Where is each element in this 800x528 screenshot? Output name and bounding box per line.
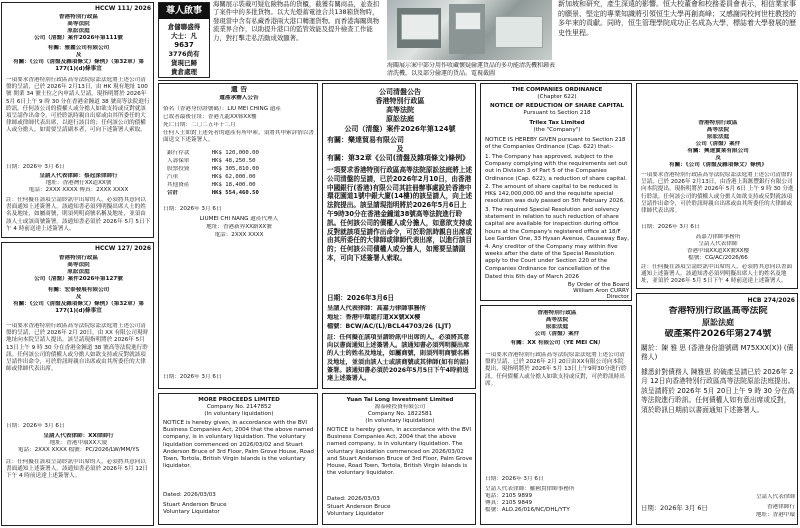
notice-dated: Dated: 2026/03/03 — [163, 492, 216, 498]
company-number: Company No. 2147852 — [206, 404, 272, 410]
page-divider — [158, 80, 798, 81]
probate-line: 電話：2XXX XXXX — [214, 232, 264, 238]
asset-total-row: 合計 HK$ 554,460.50 — [167, 190, 259, 196]
court-line: 原訟法庭 — [67, 269, 90, 275]
signature-line: 電話：2XXX XXXX 傳真：2XXX XXXX — [28, 187, 129, 193]
case-ref: HCCW 127/ 2026 — [94, 245, 151, 252]
signature-line: 呈請人代表律師：羅國貴律師事務所 — [485, 486, 575, 492]
notice-item: 2. The amount of share capital to be reduced is HK$ 142,000,000.00 and the requisite special resolution was duly passed on 5th February 2026. — [485, 184, 625, 205]
signature-line: 電話：2105 9899 — [485, 493, 533, 499]
asset-row: 銀行存款 HK$ 120,000.00 — [167, 150, 259, 156]
probate-footer: 日期：2026年 3月 6日 — [163, 374, 222, 380]
article-text-right: 新加坡和研究，產生深遠的影響。恒大校董會和校務委員會表示，相信業家事的願景、堅定的專業知識將引領恒生大學再創高峰；又感謝同校何世柱教授的多年來的貢獻。同時，恒生管理學院成功正名成為大學，標誌着大學發展的歷史性里程。 — [558, 0, 796, 37]
notice-middle-bottom — [480, 305, 632, 525]
title-line: 香港特別行政區高等法院 — [668, 306, 768, 316]
company-name-cn: 源泰隆投資有限公司 — [374, 404, 426, 410]
signature-line: 檔號：CG/AC/2026/66 — [688, 255, 748, 261]
signature-line: 高嘉力律師事務所 — [695, 234, 741, 240]
signer-title: Voluntary Liquidator — [163, 509, 220, 515]
liquidation-status: (In voluntary liquidation) — [365, 418, 435, 424]
header-line: 公司清盤公告 — [379, 88, 421, 96]
notice-date: 日期：2026年3月6日 — [327, 294, 395, 302]
asset-row: 汽車 HK$ 62,000.00 — [167, 174, 256, 180]
signature-line: 地址：香港灣仔XX道XX號 — [45, 180, 112, 186]
notice-dated: Dated this 6th day of March 2026 — [485, 274, 580, 280]
notice-item: 4. Any creditor of the Company may within five weeks after the date of the Special Resolution apply to the Court under Section 220 of the Companies Ordinance for cancellation of the — [485, 244, 618, 272]
notice-date: 日期：2026年 3月 6日 — [6, 164, 65, 170]
notice-ad-box — [158, 2, 210, 78]
notice-intro: NOTICE IS HEREBY GIVEN pursuant to Section 218 of the Companies Ordinance (Cap. 622) that:- — [485, 137, 626, 151]
notice-date: 日期：2026年 3月 6日 — [641, 504, 708, 512]
ad-title: 尊人啟事 — [165, 6, 202, 16]
notice-body: 據悉針對債務人 陳雅思 的破產呈請已於 2026年 2月 12日向香港特別行政區高等法院原訟法庭提出。該呈請將於 2026年 5月 20日上午 9 時 30 分在高等法院進行聆訊。任何債權人如有意出席或反對，須於聆訊日期前以書面通知下述簽署人。 — [641, 368, 795, 414]
asset-row: 其他資產 HK$ 18,400.00 — [167, 182, 256, 188]
probate-line: 任何人士如對上述死者的遺產有所申索，須將其申索詳情以書面送交下述簽署人。 — [163, 130, 315, 144]
asset-row: 人壽保單 HK$ 48,250.50 — [167, 158, 256, 164]
signature-line: 呈請人代表律師 — [755, 494, 795, 500]
liquidation-status: (In voluntary liquidation) — [204, 411, 274, 417]
court-line: 香港特別行政區 — [698, 120, 738, 126]
photo-caption: 海關展示案中部分用作收藏懷疑偷運貨品的多功能清洗機和鐘表清洗機，以及部分偷運的貨品。電視截圖 — [387, 62, 555, 77]
ad-line: 大士：凡 — [171, 32, 197, 40]
header-line: 高等法院 — [386, 106, 414, 114]
notice-date: 日期：2026年 3月 6日 — [6, 423, 65, 429]
notice-more-proceeds — [158, 393, 318, 525]
company-name: Yuan Tai Long Investment Limited — [346, 397, 454, 403]
notice-winding-up-124 — [322, 83, 476, 389]
case-number: 公司（清盤）案件2026年第124號 — [344, 125, 456, 133]
court-line: 原訟法庭 — [706, 134, 730, 140]
probate-title: 遺 告 — [230, 86, 248, 93]
court-line: 高等法院 — [706, 127, 730, 133]
matter-line: 及 — [75, 52, 82, 58]
notice-body: 一項要求香港特別行政區高等法院原訟法庭將上述公司清盤的呈請，已於 2026年 2月 20日，由 XX 有限公司現時地址向本院呈請人提出。該呈請現指明將於 2026年 5月 13日上午 9 時 30 分在香港金鐘道 38 號高等法院進行聆訊。任何該公司的債權人或分擔人如欲支持或反對就該項呈請作出命令，可於聆訊時親自出席或由其所委任的大律師或律師代表出席。 — [6, 323, 149, 373]
company-name: MORE PROCEEDS LIMITED — [198, 397, 280, 403]
probate-line: 俗名（香港身份證號碼）：LIU MEI CHING 遺產 — [163, 106, 281, 112]
signer-name: Stuart Anderson Bruce — [163, 502, 227, 508]
header-line: 香港特別行政區 — [375, 97, 425, 105]
court-line: 原訟法庭 — [67, 28, 90, 34]
notice-right-top — [636, 83, 798, 289]
notice-dated: Dated: 2026/03/03 — [327, 496, 380, 502]
probate-line: 地址：香港新界XX路XX號 — [206, 224, 272, 230]
signature-line: 傳真：2105 9849 — [485, 500, 533, 506]
signature-line: 地址：香港中環遮打道XX號XX樓 — [327, 314, 421, 321]
notice-body: 一項要求香港特別行政區高等法院原訟法庭將上述公司清盤的呈請，已於2026年2月10日，由香港中國銀行(香港)有限公司其註冊辦事處設於香港中環花園道1號中銀大廈(14樓)的該呈請人，向上述法院提出。該呈請現指明將於2026年5月6日上午9時30分在香港金鐘道38號高等法院進行聆訊。任何該公司的債權人或分擔人，如意欲支持或反對就該項呈請作出命令，可於聆訊時親自出席或由其所委任的大律師或律師代表出席，以進行該目的；任何該公司債權人或分擔人，如需要呈請副本，可向下述簽署人索取。 — [327, 166, 473, 262]
matter-line: 有關：宏泰發展有限公司 — [47, 287, 110, 293]
notice-date: 日期：2026年 3月 6日 — [641, 224, 700, 230]
signature-line: 香港中環XX道XX號XX樓 — [686, 248, 750, 254]
matter-line: 及 — [396, 145, 404, 153]
probate-subtitle: 遺產承辦人公告 — [219, 95, 259, 101]
matter-line: 有關：第32章《公司(清盤及雜項條文)條例》 — [327, 154, 470, 162]
notice-body: NOTICE is hereby given, in accordance with the BVI Business Companies Act, 2004 that the above named company, is in voluntary liquidation. The voluntary liquidation commenced on 2026/03/02 and Stuart Anderson Bruce of 3rd Floor, Palm Grove House, Road Town, Tortola, British Virgin Islands is the voluntary liquidator. — [163, 420, 314, 470]
case-ref: HCB 274/2026 — [747, 297, 795, 304]
signature-line: 電話：2XXX XXXX 檔號：PC/2026/LW/MM/YS — [17, 447, 140, 453]
court-line: 香港特別行政區 — [58, 14, 99, 20]
case-number: 公司（清盤）案件2026年第111號 — [34, 35, 123, 41]
notice-note: 註：任何擬在該項呈請聆訊中出席的人，必須將其意向以書面通知上述簽署人。該通知書必須列明擬出席人士的姓名及地址，如屬商號，則須列明商號名稱及地址，並須由該人士或該商號簽署。該通知書必須於 2026年 5月 5日下午 4 時前送達上述簽署人。 — [6, 197, 151, 232]
signer-name: William Aron CURRY — [573, 288, 629, 294]
header-line: 原訟法庭 — [386, 115, 414, 123]
matter-line: 有關：《公司（清盤及雜項條文）條例》（第32章）第177(1)(d)條事宜 — [13, 301, 144, 315]
case-ref: HCCW 111/ 2026 — [94, 5, 151, 12]
notice-hccw-127 — [1, 242, 154, 526]
ad-line: 貴倉處理 — [171, 68, 197, 76]
signer-title: Voluntary Liquidator — [327, 511, 384, 517]
signature-line: 呈請人代表律師：蔡冠深律師行 — [39, 173, 118, 179]
court-line: 高等法院 — [545, 317, 569, 323]
signature-line: 地址：香港中環 — [755, 512, 795, 518]
probate-line: 死亡日期：二〇二五年十二月 — [163, 122, 236, 128]
notice-note: 註：任何擬在該項呈請聆訊中出席的人，必須將其意向以書面通知上述簽署人。該通知書必須列明擬出席的人士的姓名及地址，如屬商號，則須列明商號名稱及地址，並須由該人士或該商號或其律師(如有的話)簽署。該通知書必須於2026年5月5日下午4時前送達上述簽署人。 — [327, 334, 470, 383]
notice-item: 3. The required Special Resolution and solvency statement in relation to such reduction of share capital are available for inspection during office hours at the Company's registered office at 18/F Lee Garden One, 33 Hysan Avenue, Causeway Bay, — [485, 207, 629, 242]
matter-line: 有關：《公司（清盤及雜項條文）條例》 — [669, 162, 767, 168]
matter-line: 及 — [715, 155, 721, 161]
ad-line: 3776尚有 — [168, 50, 200, 58]
notice-body: NOTICE is hereby given, in accordance with the BVI Business Companies Act, 2004 that the above named company, is in voluntary liquidation. The voluntary liquidation commenced on 2026/03/02 and Stuart Anderson Bruce of 3rd Floor, Palm Grove House, Road Town, Tortola, British Virgin Islands is the voluntary liquidator. — [327, 427, 473, 477]
ordinance-title: THE COMPANIES ORDINANCE — [511, 87, 603, 93]
notice-note: 註：任何擬在該項呈請聆訊中出席的人，必須將其意向以書面通知上述簽署人。該通知書必須列明擬出席人士的姓名及地址，並須於 2026年 5月 5日下午 4 時前送達上述簽署人。 — [641, 264, 793, 285]
signature-line: 呈請人代表律師：XX律師行 — [43, 433, 114, 439]
notice-note: 註：任何擬在該項呈請聆訊中出席的人，必須將其意向以書面通知上述簽署人。該通知書必須於 2026年 5月 12日下午 4 時前送達上述簽署人。 — [6, 459, 149, 480]
notice-probate — [158, 83, 318, 389]
signature-line: 呈請人代表律師：高嘉力律師事務所 — [327, 305, 426, 312]
matter-line: 有關：樂達貿易有限公司 — [327, 136, 404, 144]
notice-pursuant: Pursuant to Section 218 — [523, 110, 591, 116]
probate-line: 日期：2026年 3月 6日 — [163, 206, 222, 212]
signature-line: 檔號：BCW/AC/(L)/BCL44703/26 (LJT) — [327, 323, 452, 330]
ad-line: 倉儲聯盛得 — [167, 23, 201, 31]
notice-body: 一項要求香港特別行政區高等法院原訟法庭將上述公司清盤的呈請，已於 2026年 2月 20日由XX有限公司向本院提出，現指明將於 2026年 5月 13日上午9時30分進行聆訊。任何債權人或分擔人如欲支持或反對，可於聆訊時出席。 — [485, 352, 627, 387]
signature-line: 檔號：ALO.26/016/NC/DHL/YTY — [485, 507, 570, 513]
notice-body: 一項要求香港特別行政區高等法院原訟法庭將上述公司清盤的呈請，已於 2026年 2月13日，由香港上海滙豐銀行有限公司向本院提出，現指明將於 2026年 5月 6日 上午 9 時 30 分進行聆訊。任何該公司的債權人或分擔人如欲支持或反對就該項呈請作出命令，可於聆訊時親自出席或由其所委任的大律師或律師代表出席。 — [641, 172, 794, 215]
matter-line: 有關：XX 有限公司（YE MEI CN） — [510, 340, 604, 346]
court-line: 高等法院 — [67, 21, 90, 27]
court-line: 原訟法庭 — [545, 324, 569, 330]
matter-line: 及 — [75, 294, 82, 300]
probate-line: LIUMEI CHI NANG 遺產代理人 — [199, 216, 279, 222]
ordinance-chapter: (Chapter 622) — [537, 94, 577, 100]
notice-reduction-share-capital — [480, 83, 632, 301]
notice-hcb-274 — [636, 293, 798, 525]
signature-line: 香港律師行 — [767, 504, 795, 510]
notice-heading: NOTICE OF REDUCTION OF SHARE CAPITAL — [490, 103, 624, 109]
asset-row: 股票投資 HK$ 305,810.00 — [167, 166, 259, 172]
article-text-left: 海關展示裝載可疑危險物品的貨櫃，截獲有關商品，並查扣了案件中的多批貨物。以大光燈蓄電池合共138箱貨物時，發現當中含有私藏香港兩大港口轉運貨物。而香港海關與物流業界合作，以助提升港口的監管效能及提升檢查工作能力，對打擊走私活動成效顯著。 — [213, 0, 380, 42]
by-order: By Order of the Board — [567, 282, 629, 288]
signature-line: 呈請人代表律師 — [698, 241, 738, 247]
company-sub: (the "Company") — [533, 127, 581, 133]
signature-line: 地址：香港中環XX大廈 — [49, 440, 108, 446]
case-number: 公司（清盤）案件2026年第127號 — [34, 276, 123, 282]
company-number: Company No. 1822581 — [367, 411, 433, 417]
signer-name: Stuart Anderson Bruce — [327, 504, 391, 510]
court-line: 公司（清盤）案件 — [695, 141, 741, 147]
court-line: 香港特別行政區 — [58, 255, 99, 261]
article-photo — [387, 0, 552, 60]
court-line: 高等法院 — [67, 262, 90, 268]
title-line: 原訟法庭 — [702, 318, 734, 327]
notice-yuan-tai-long — [322, 393, 476, 525]
title-line: 破產案件2026年第274號 — [664, 329, 772, 339]
ad-line: 貨現已歸 — [171, 59, 197, 67]
probate-line: 已故者最後住址：香港九龍XX邨XX樓 — [163, 114, 257, 120]
ad-line: 9637 — [174, 41, 194, 49]
company-name: Trilex Tax Limited — [529, 120, 585, 126]
debtor-subject: 關於：陳 雅 思 (香港身份證號碼 M75XXX(X)) (債務人) — [641, 344, 794, 361]
notice-hccw-111 — [1, 2, 154, 238]
notice-item: 1. The Company has approved, subject to the Company complying with the requirements set out out in Division 3 of Part 5 of the Companies Ordinance (Cap. 622), a reduction of share capital. — [485, 154, 628, 182]
court-line: 公司（清盤）案件 — [534, 331, 580, 337]
court-line: 香港特別行政區 — [537, 310, 577, 316]
matter-line: 有關：《公司（清盤及雜項條文）條例》（第32章）第177(1)(d)條事宜 — [13, 59, 144, 73]
matter-line: 有關：雅麗公司有限公司 — [47, 45, 110, 51]
signer-title: Director — [606, 294, 629, 300]
notice-body: 一項要求香港特別行政區高等法院原訟法庭將上述公司清盤的呈請，已於 2026年 2月13日，由 HK 現有地址 100 號 開業 34 號士位之內申請人呈請，現指明將於 2026年 5月 6日上午 9 時 30 分在香港金鐘道 38 號高等法院進行聆訊。任何該公司的債權人或分擔人如欲支持或反對就該項呈請作出命令，可於聆訊時親自出席或由其所委任的大律師或律師代表出席，以進行該目的；任何該公司的債權人或分擔人，如需要呈請副本者，可向下述簽署人索取。 — [6, 77, 150, 134]
matter-line: 有關：興達實業有限公司 — [687, 148, 749, 154]
notice-date: 日期：2026年 3月 6日 — [485, 476, 544, 482]
